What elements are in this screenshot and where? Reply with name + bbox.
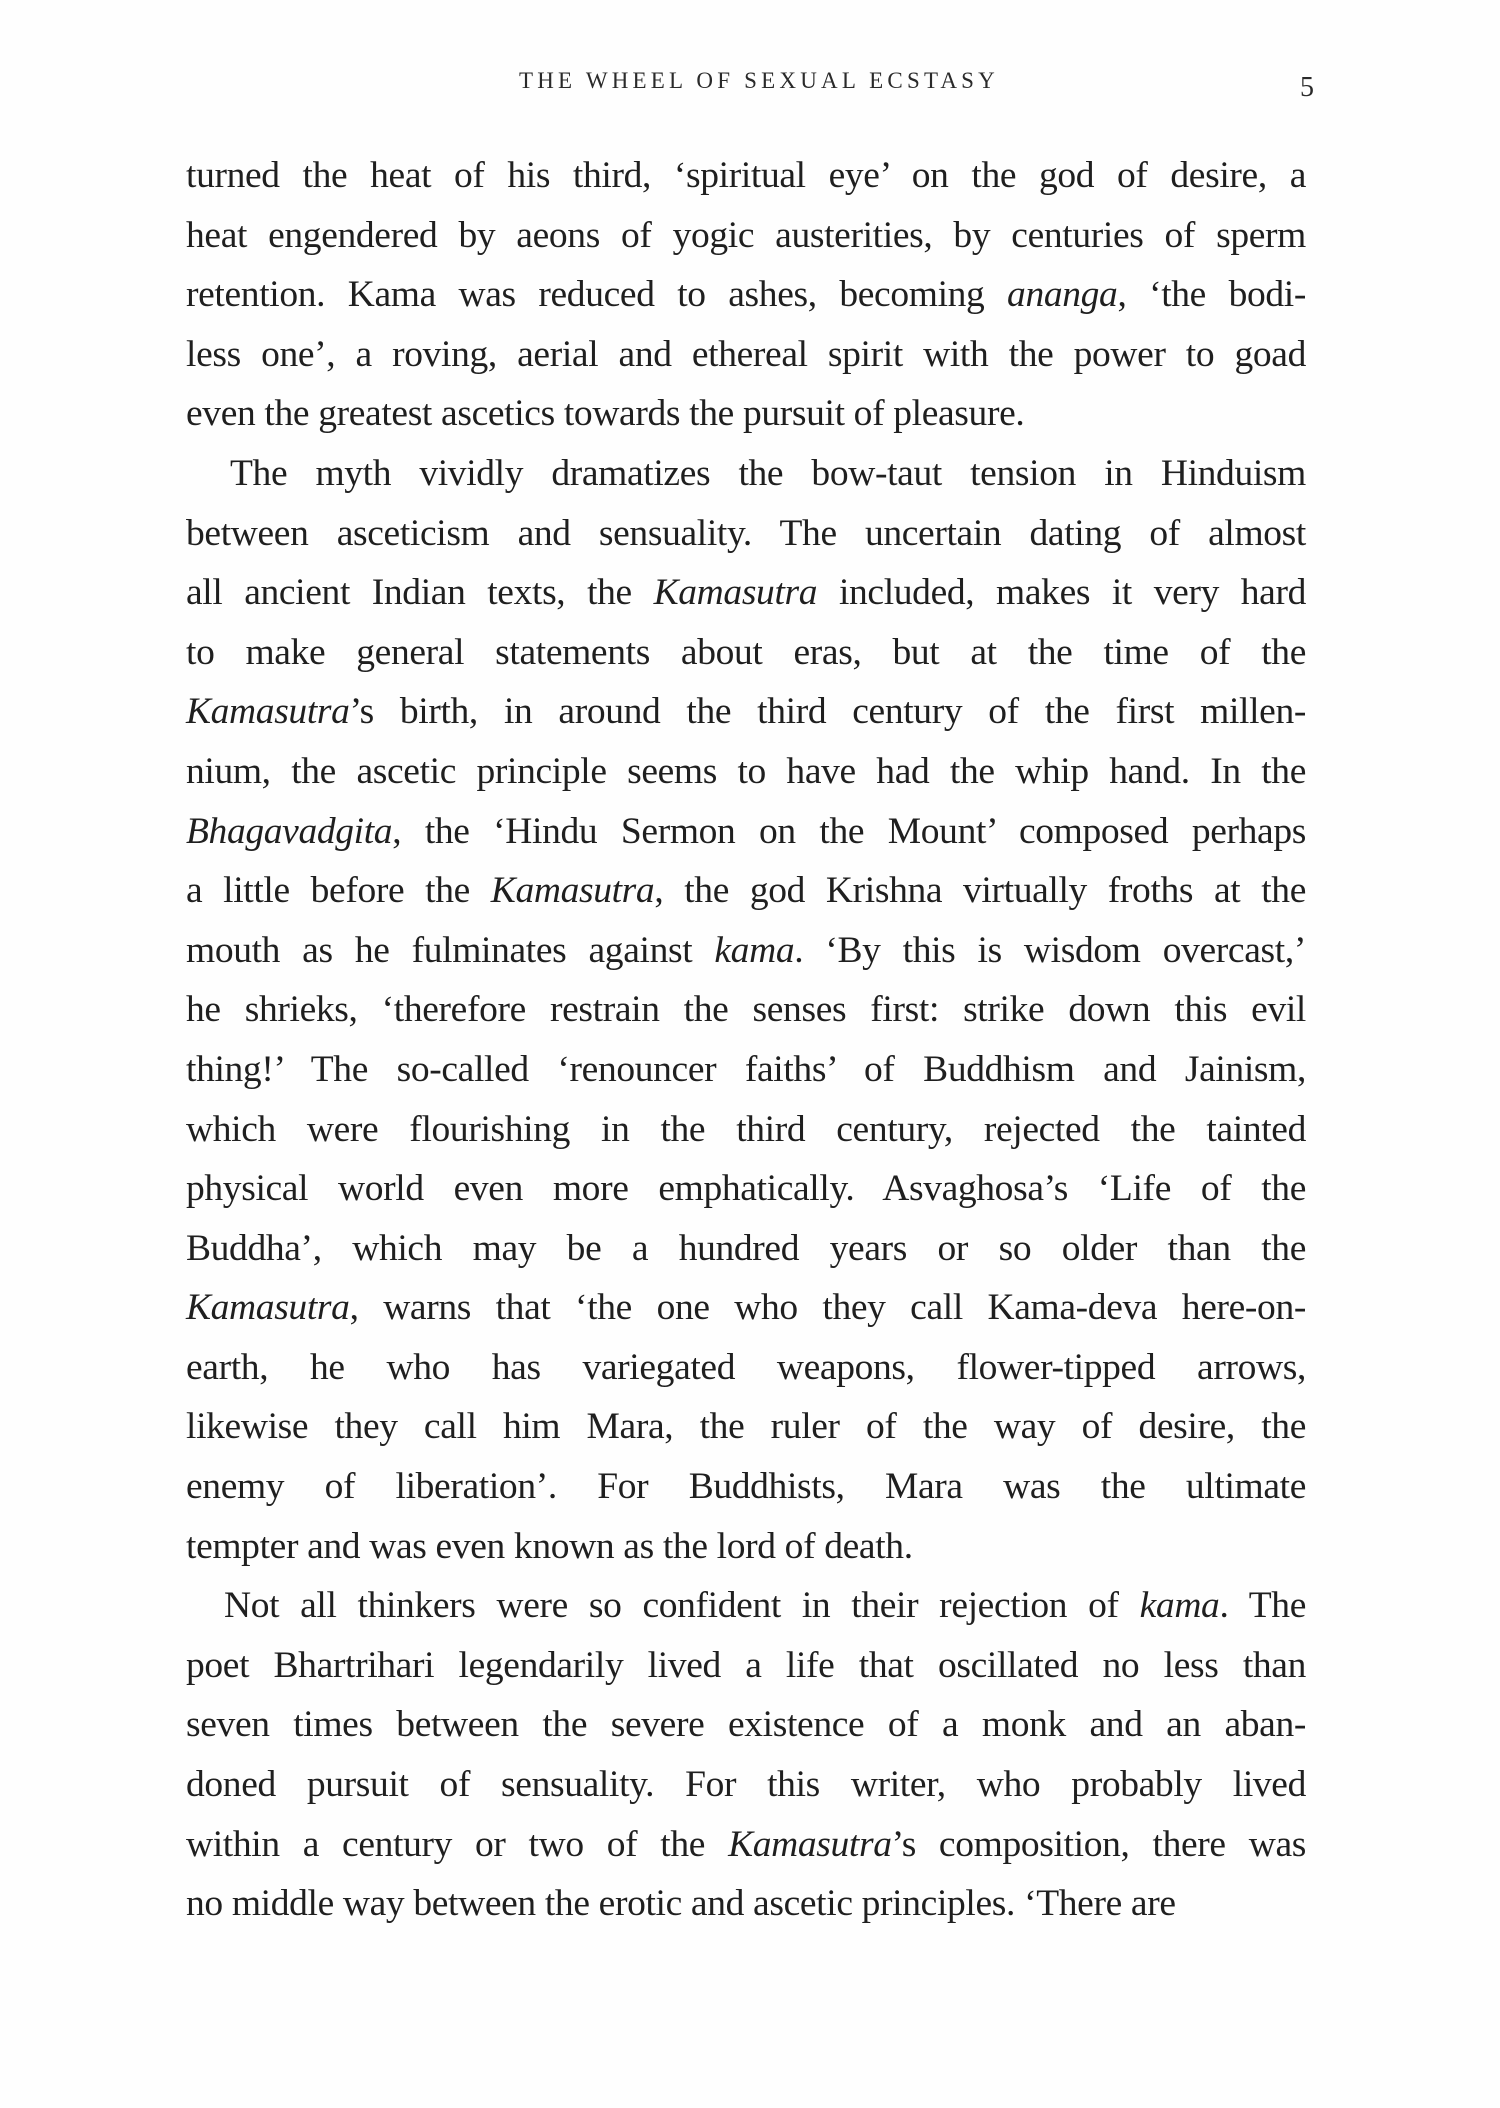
- text-line: [186, 802, 1306, 862]
- text-segment: . ‘By this is wisdom overcast,’: [794, 929, 1306, 971]
- text-line: [186, 623, 1306, 683]
- text-segment: , ‘the bodi-: [1117, 274, 1306, 316]
- text-segment: turned the heat of his third, ‘spiritual eye’ on the god of desire, a: [186, 155, 1306, 196]
- text-line: [186, 1755, 1306, 1815]
- text-segment: which were flourishing in the third century, rejected the tainted: [186, 1108, 1306, 1150]
- italic-term: kama: [1139, 1585, 1220, 1627]
- text-segment: , the god Krishna virtually froths at the: [654, 870, 1306, 912]
- text-line: [186, 1815, 1306, 1875]
- italic-term: Kamasutra: [653, 572, 818, 614]
- text-segment: poet Bhartrihari legendarily lived a life that oscillated no less than: [186, 1644, 1306, 1686]
- text-line: [186, 206, 1306, 266]
- text-segment: doned pursuit of sensuality. For this writer, who probably lived: [186, 1764, 1306, 1806]
- text-line: [186, 1278, 1306, 1338]
- text-segment: earth, he who has variegated weapons, flower-tipped arrows,: [186, 1346, 1306, 1388]
- text-segment: all ancient Indian texts, the: [186, 572, 654, 614]
- text-segment: enemy of liberation’. For Buddhists, Mara was the ultimate: [186, 1466, 1306, 1508]
- text-line: [186, 861, 1306, 921]
- running-head: THE WHEEL OF SEXUAL ECSTASY: [519, 68, 999, 93]
- italic-term: Kamasutra: [490, 870, 655, 912]
- italic-term: ananga: [1007, 274, 1118, 316]
- text-segment: likewise they call him Mara, the ruler of the way of desire, the: [186, 1406, 1306, 1448]
- italic-term: Kamasutra: [728, 1823, 892, 1865]
- text-line: [186, 384, 1306, 444]
- text-segment: no middle way between the erotic and ascetic principles. ‘There are: [186, 1883, 1176, 1925]
- text-segment: seven times between the severe existence of a monk and an aban-: [186, 1704, 1306, 1746]
- text-line: [186, 921, 1306, 981]
- text-line: [186, 1576, 1306, 1636]
- text-line: [186, 1695, 1306, 1755]
- text-segment: tempter and was even known as the lord of death.: [186, 1525, 913, 1567]
- text-segment: ’s composition, there was: [891, 1823, 1306, 1865]
- text-segment: Not all thinkers were so confident in their rejection of: [224, 1585, 1140, 1627]
- text-segment: he shrieks, ‘therefore restrain the senses first: strike down this evil: [186, 989, 1306, 1031]
- text-line: [186, 1636, 1306, 1696]
- text-segment: thing!’ The so-called ‘renouncer faiths’ of Buddhism and Jainism,: [186, 1048, 1306, 1090]
- text-segment: even the greatest ascetics towards the pursuit of pleasure.: [186, 393, 1025, 435]
- text-segment: a little before the: [186, 870, 491, 912]
- text-line: [186, 563, 1306, 623]
- text-segment: ’s birth, in around the third century of the first millen-: [349, 691, 1306, 733]
- text-segment: between asceticism and sensuality. The uncertain dating of almost: [186, 512, 1306, 554]
- text-line: [186, 1397, 1306, 1457]
- text-line: [186, 1040, 1306, 1100]
- text-line: [186, 1874, 1306, 1934]
- text-segment: physical world even more emphatically. Asvaghosa’s ‘Life of the: [186, 1168, 1306, 1210]
- text-line: [186, 1517, 1306, 1577]
- text-line: [186, 1457, 1306, 1517]
- text-segment: nium, the ascetic principle seems to have had the whip hand. In the: [186, 750, 1306, 792]
- text-line: [186, 1159, 1306, 1219]
- text-segment: included, makes it very hard: [817, 572, 1306, 614]
- text-line: [186, 742, 1306, 802]
- body-text: [186, 146, 1306, 1934]
- text-segment: Buddha’, which may be a hundred years or so older than the: [186, 1227, 1306, 1269]
- text-segment: within a century or two of the: [186, 1823, 729, 1865]
- text-line: [186, 265, 1306, 325]
- text-line: [186, 1219, 1306, 1279]
- italic-term: Kamasutra: [186, 1287, 350, 1329]
- text-segment: mouth as he fulminates against: [186, 929, 715, 971]
- text-line: [186, 1100, 1306, 1160]
- text-segment: heat engendered by aeons of yogic austerities, by centuries of sperm: [186, 214, 1306, 256]
- text-line: [186, 146, 1306, 206]
- text-line: [186, 682, 1306, 742]
- paragraph: [186, 146, 1306, 444]
- text-segment: , warns that ‘the one who they call Kama-deva here-on-: [349, 1287, 1306, 1329]
- italic-term: Bhagavadgita: [186, 810, 393, 852]
- text-segment: to make general statements about eras, but at the time of the: [186, 631, 1306, 673]
- italic-term: kama: [714, 929, 795, 971]
- paragraph: [186, 1576, 1306, 1934]
- text-line: [186, 1338, 1306, 1398]
- text-segment: less one’, a roving, aerial and ethereal spirit with the power to goad: [186, 333, 1306, 375]
- text-line: [186, 980, 1306, 1040]
- text-line: [186, 504, 1306, 564]
- text-line: [186, 444, 1306, 504]
- page-number: 5: [1300, 72, 1314, 103]
- paragraph: [186, 444, 1306, 1576]
- italic-term: Kamasutra: [186, 691, 350, 733]
- text-segment: The myth vividly dramatizes the bow-taut tension in Hinduism: [230, 452, 1306, 494]
- text-segment: . The: [1219, 1585, 1306, 1627]
- text-segment: retention. Kama was reduced to ashes, becoming: [186, 274, 1008, 316]
- text-line: [186, 325, 1306, 385]
- text-segment: , the ‘Hindu Sermon on the Mount’ composed perhaps: [392, 810, 1306, 852]
